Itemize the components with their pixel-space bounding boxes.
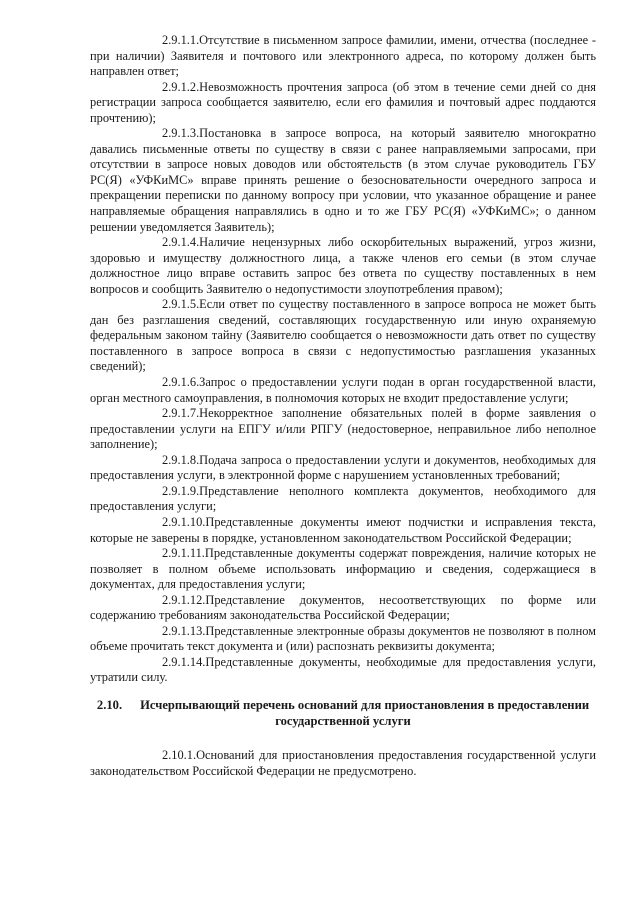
list-item: [90, 593, 596, 624]
paragraph-text: Представленные документы имеют подчистки и исправления текста, которые не заверены в порядке, установленном законодательством Российской Федерации;: [90, 514, 596, 545]
section-heading: [90, 697, 596, 729]
list-item: [90, 546, 596, 593]
paragraph-list: [90, 33, 596, 686]
paragraph-text: Невозможность прочтения запроса (об этом в течение семи дней со дня регистрации запроса сообщается заявителю, если его фамилия и почтовый адрес поддаются прочтению);: [90, 79, 596, 125]
paragraph-number: 2.9.1.7.: [162, 406, 200, 421]
paragraph-text: Запрос о предоставлении услуги подан в орган государственной власти, орган местного самоуправления, в полномочия которых не входит предоставление услуги;: [90, 375, 596, 405]
list-item: [90, 484, 596, 515]
list-item: [90, 655, 596, 686]
paragraph-text: Некорректное заполнение обязательных полей в форме заявления о предоставлении услуги на ЕПГУ и/или РПГУ (недостоверное, неправильное либо неполное заполнение);: [90, 406, 596, 452]
paragraph-number: 2.9.1.10.: [162, 514, 206, 529]
paragraph-text: Наличие нецензурных либо оскорбительных выражений, угроз жизни, здоровью и имуществу должностного лица, а также членов его семьи (в этом случае должностное лицо вправе оставить запрос без ответа по существу поставленных в нем вопросов и сообщить Заявителю о недопустимости злоупотребления правом);: [90, 235, 596, 296]
paragraph-text: Представление документов, несоответствующих по форме или содержанию требованиям законодательства Российской Федерации;: [90, 592, 596, 623]
paragraph-number: 2.9.1.4.: [162, 235, 200, 250]
paragraph-number: 2.9.1.5.: [162, 297, 200, 312]
paragraph-number: 2.9.1.2.: [162, 79, 200, 94]
document-page: [90, 33, 596, 779]
paragraph-text: Постановка в запросе вопроса, на который заявителю многократно давались письменные ответы по существу в связи с ранее направляемыми запросами, при отсутствии в запросе новых доводов или обстоятельств (в этом случае руководитель ГБУ РС(Я) «УФКиМС» вправе принять решение о безосновательности очередного запроса и прекращении переписки по данному вопросу при условии, что указанное обращение и ранее направляемые обращения направлялись в одно и то же ГБУ РС(Я) «УФКиМС»; о данном решении уведомляется Заявитель);: [90, 126, 596, 234]
paragraph-text: Представление неполного комплекта документов, необходимого для предоставления услуги;: [90, 483, 596, 514]
paragraph-number: 2.10.1.: [162, 747, 197, 762]
paragraph-text: Оснований для приостановления предоставления государственной услуги законодательством Российской Федерации не предусмотрено.: [90, 747, 596, 778]
list-item: [90, 515, 596, 546]
paragraph-number: 2.9.1.6.: [162, 375, 200, 390]
list-item: [90, 406, 596, 453]
paragraph-number: 2.9.1.3.: [162, 126, 200, 141]
final-paragraph: [90, 748, 596, 779]
section-title: Исчерпывающий перечень оснований для приостановления в предоставлении государственной услуги: [140, 697, 590, 728]
paragraph-number: 2.9.1.8.: [162, 452, 200, 467]
list-item: [90, 297, 596, 375]
list-item: [90, 80, 596, 127]
list-item: [90, 624, 596, 655]
paragraph-text: Представленные электронные образы документов не позволяют в полном объеме прочитать текст документа и (или) распознать реквизиты документа;: [90, 623, 596, 654]
paragraph-number: 2.9.1.14.: [162, 654, 206, 669]
paragraph-number: 2.9.1.11.: [162, 546, 205, 561]
paragraph-text: Представленные документы содержат повреждения, наличие которых не позволяет в полном объеме использовать информацию и сведения, содержащиеся в документах, для предоставления услуги;: [90, 546, 596, 592]
paragraph-number: 2.9.1.13.: [162, 623, 206, 638]
list-item: [90, 126, 596, 235]
paragraph-number: 2.9.1.1.: [162, 33, 200, 47]
list-item: [90, 375, 596, 406]
list-item: [90, 453, 596, 484]
paragraph-text: Подача запроса о предоставлении услуги и документов, необходимых для предоставления услуги, в электронной форме с нарушением установленных требований;: [90, 452, 596, 483]
paragraph-number: 2.9.1.9.: [162, 483, 200, 498]
paragraph-number: 2.9.1.12.: [162, 592, 206, 607]
section-number: 2.10.: [96, 697, 123, 712]
paragraph-text: Отсутствие в письменном запросе фамилии, имени, отчества (последнее - при наличии) Заявителя и почтового или электронного адреса, по которому должен быть направлен ответ;: [90, 33, 596, 79]
paragraph-text: Если ответ по существу поставленного в запросе вопроса не может быть дан без разглашения сведений, составляющих государственную или иную охраняемую федеральным законом тайну (Заявителю сообщается о невозможности дать ответ по существу поставленного в запросе вопроса в связи с недопустимостью разглашения указанных сведений);: [90, 297, 596, 374]
list-item: [90, 235, 596, 297]
paragraph-text: Представленные документы, необходимые для предоставления услуги, утратили силу.: [90, 654, 596, 685]
list-item: [90, 33, 596, 80]
spacer: [90, 729, 596, 748]
